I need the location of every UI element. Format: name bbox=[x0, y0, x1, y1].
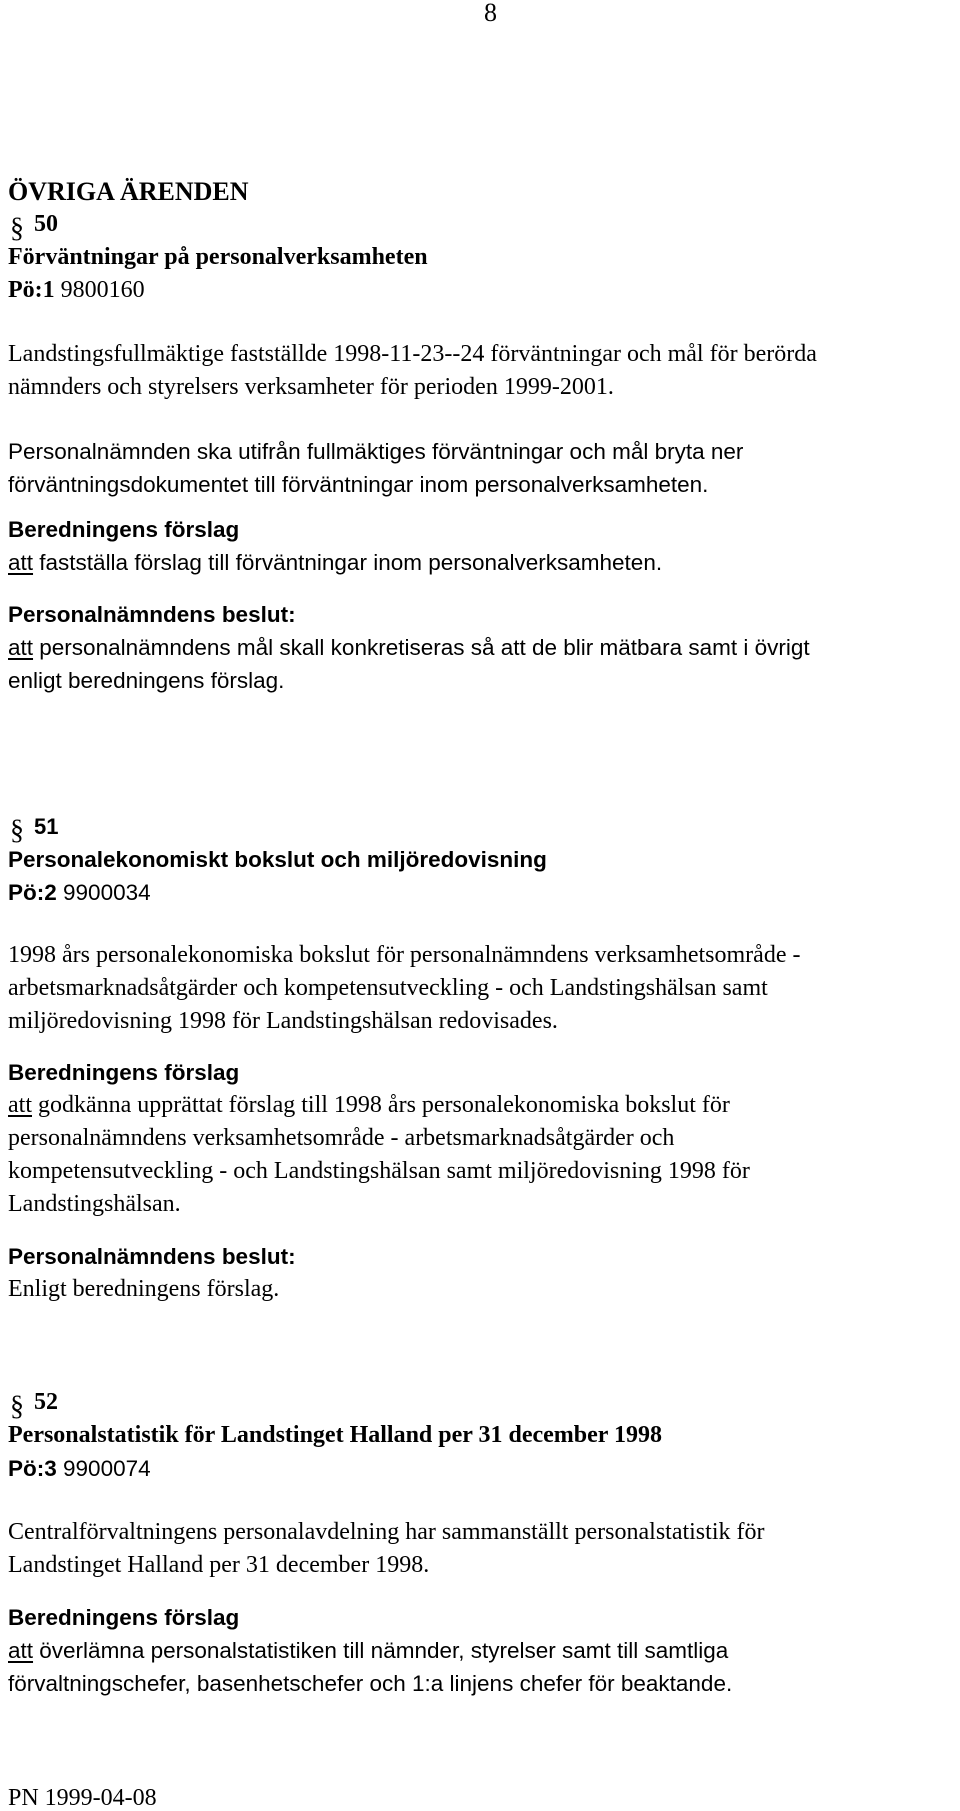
intro-line: miljöredovisning 1998 för Landstingshälsan redovisades. bbox=[8, 1008, 558, 1034]
intro-line: arbetsmarknadsåtgärder och kompetensutveckling - och Landstingshälsan samt bbox=[8, 975, 768, 1001]
intro-line: Landstingsfullmäktige fastställde 1998-11-23--24 förväntningar och mål för berörda bbox=[8, 341, 817, 367]
proposal-block bbox=[8, 1056, 953, 1221]
paragraph-marker bbox=[8, 1386, 953, 1422]
section-title: Personalekonomiskt bokslut och miljöredovisning bbox=[8, 847, 547, 872]
case-number-label: Pö:3 bbox=[8, 1456, 57, 1481]
proposal-heading: Beredningens förslag bbox=[8, 517, 240, 542]
proposal-heading: Beredningens förslag bbox=[8, 1605, 240, 1630]
case-number bbox=[8, 274, 953, 307]
case-number-label: Pö:1 bbox=[8, 277, 55, 303]
section-intro bbox=[8, 338, 953, 404]
decision-heading: Personalnämndens beslut: bbox=[8, 1244, 296, 1269]
page-footer: PN 1999-04-08 bbox=[8, 1785, 157, 1811]
section-title: Personalstatistik för Landstinget Halland per 31 december 1998 bbox=[8, 1422, 662, 1448]
section-51 bbox=[8, 810, 953, 1306]
main-heading: ÖVRIGA ÄRENDEN bbox=[8, 177, 249, 206]
section-number: 50 bbox=[34, 211, 58, 237]
paragraph-marker bbox=[8, 810, 953, 846]
decision-text: personalnämndens mål skall konkretiseras så att de blir mätbara samt i övrigt bbox=[33, 635, 810, 660]
att-keyword: att bbox=[8, 1092, 32, 1118]
section-intro bbox=[8, 1516, 953, 1582]
intro-line: Personalnämnden ska utifrån fullmäktiges förväntningar och mål bryta ner bbox=[8, 439, 744, 464]
intro-line: förväntningsdokumentet till förväntningar inom personalverksamheten. bbox=[8, 472, 709, 497]
section-intro-2 bbox=[8, 435, 953, 501]
proposal-text: godkänna upprättat förslag till 1998 års personalekonomiska bokslut för bbox=[32, 1092, 730, 1118]
section-title: Förväntningar på personalverksamheten bbox=[8, 244, 428, 270]
proposal-line bbox=[8, 546, 953, 579]
proposal-heading: Beredningens förslag bbox=[8, 1060, 240, 1085]
proposal-block bbox=[8, 513, 953, 579]
proposal-block bbox=[8, 1601, 953, 1700]
decision-block bbox=[8, 598, 953, 697]
section-sign-icon: § bbox=[10, 213, 24, 244]
decision-text: Enligt beredningens förslag. bbox=[8, 1276, 280, 1302]
proposal-text: överlämna personalstatistiken till nämnder, styrelser samt till samtliga bbox=[33, 1638, 729, 1663]
att-keyword: att bbox=[8, 635, 34, 660]
case-number-value: 9800160 bbox=[60, 277, 145, 303]
case-number bbox=[8, 876, 953, 909]
proposal-line: kompetensutveckling - och Landstingshälsan samt miljöredovisning 1998 för bbox=[8, 1158, 750, 1184]
intro-line: Centralförvaltningens personalavdelning har sammanställt personalstatistik för bbox=[8, 1519, 765, 1545]
decision-block bbox=[8, 1240, 953, 1306]
section-50 bbox=[8, 208, 953, 697]
section-sign-icon: § bbox=[10, 815, 24, 846]
case-number-label: Pö:2 bbox=[8, 880, 57, 905]
decision-line bbox=[8, 631, 953, 664]
proposal-line bbox=[8, 1634, 953, 1667]
case-number-value: 9900074 bbox=[63, 1456, 151, 1481]
section-52 bbox=[8, 1386, 953, 1700]
att-keyword: att bbox=[8, 550, 34, 575]
page-number: 8 bbox=[484, 0, 497, 27]
section-sign-icon: § bbox=[10, 1391, 24, 1422]
proposal-line: förvaltningschefer, basenhetschefer och 1:a linjens chefer för beaktande. bbox=[8, 1671, 733, 1696]
proposal-line bbox=[8, 1089, 953, 1122]
proposal-line: personalnämndens verksamhetsområde - arbetsmarknadsåtgärder och bbox=[8, 1125, 675, 1151]
intro-line: 1998 års personalekonomiska bokslut för personalnämndens verksamhetsområde - bbox=[8, 942, 801, 968]
case-number-value: 9900034 bbox=[63, 880, 151, 905]
intro-line: nämnders och styrelsers verksamheter för perioden 1999-2001. bbox=[8, 374, 614, 400]
intro-line: Landstinget Halland per 31 december 1998. bbox=[8, 1552, 430, 1578]
section-number: 51 bbox=[34, 814, 59, 839]
decision-heading: Personalnämndens beslut: bbox=[8, 602, 296, 627]
section-intro bbox=[8, 939, 953, 1038]
case-number bbox=[8, 1452, 953, 1485]
decision-line: enligt beredningens förslag. bbox=[8, 668, 285, 693]
section-number: 52 bbox=[34, 1389, 58, 1415]
paragraph-marker bbox=[8, 208, 953, 244]
att-keyword: att bbox=[8, 1638, 34, 1663]
proposal-line: Landstingshälsan. bbox=[8, 1191, 181, 1217]
proposal-text: fastställa förslag till förväntningar inom personalverksamheten. bbox=[33, 550, 663, 575]
